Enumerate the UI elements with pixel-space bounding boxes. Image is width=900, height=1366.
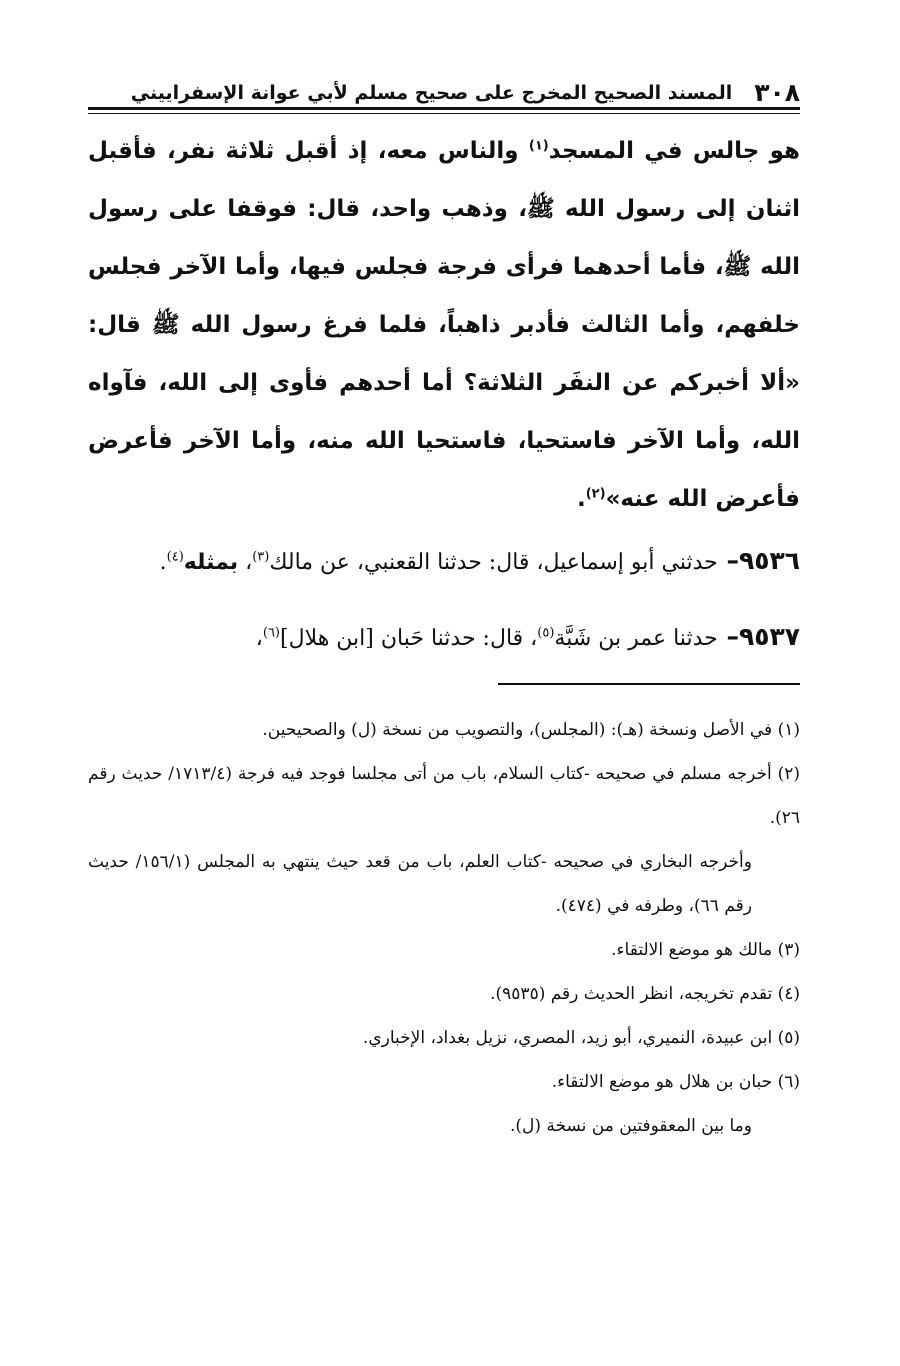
header-rule-thick xyxy=(88,107,800,110)
text-segment-bold: بمثله xyxy=(183,550,239,575)
footnote-ref-2[interactable]: (٢) xyxy=(585,486,606,502)
footnote-ref-1[interactable]: (١) xyxy=(528,138,549,154)
header-rule-thin xyxy=(88,113,800,114)
footnote-ref-4[interactable]: (٤) xyxy=(166,549,184,565)
hadith-text-continued xyxy=(88,122,800,528)
footnote-ref-5[interactable]: (٥) xyxy=(537,625,555,641)
hadith-9536 xyxy=(88,536,800,588)
footnote-4: (٤) تقدم تخريجه، انظر الحديث رقم (٩٥٣٥). xyxy=(490,984,800,1004)
hadith-number: ٩٥٣٧ xyxy=(738,622,800,651)
hadith-number: ٩٥٣٦ xyxy=(738,546,800,575)
footnote-ref-3[interactable]: (٣) xyxy=(252,549,270,565)
footnote-1: (١) في الأصل ونسخة (هـ): (المجلس)، والتصويب من نسخة (ل) والصحيحين. xyxy=(262,720,800,740)
page-number: ٣٠٨ xyxy=(754,78,800,107)
footnotes xyxy=(88,708,800,1148)
text-segment: . xyxy=(159,550,167,575)
footnote-2-continuation: وأخرجه البخاري في صحيحه -كتاب العلم، باب من قعد حيث ينتهي به المجلس (١٥٦/١/ حديث رقم ٦٦)، وطرفه في (٤٧٤). xyxy=(88,852,752,916)
text-segment: . xyxy=(576,486,586,512)
footnote-3: (٣) مالك هو موضع الالتقاء. xyxy=(611,940,800,960)
hadith-dash: – xyxy=(717,546,739,575)
footnote-ref-6[interactable]: (٦) xyxy=(262,625,280,641)
hadith-9537 xyxy=(88,612,800,664)
text-segment: ، قال: حدثنا حَبان [ابن هلال] xyxy=(280,626,538,651)
text-segment: حدثني أبو إسماعيل، قال: حدثنا القعنبي، عن مالك xyxy=(269,550,718,575)
text-segment: هو جالس في المسجد xyxy=(548,138,800,164)
footnote-6: (٦) حبان بن هلال هو موضع الالتقاء. xyxy=(551,1072,800,1092)
main-text xyxy=(88,122,800,664)
page-header xyxy=(88,72,800,108)
footnote-6-continuation: وما بين المعقوفتين من نسخة (ل). xyxy=(509,1116,752,1136)
footnote-2: (٢) أخرجه مسلم في صحيحه -كتاب السلام، باب من أتى مجلسا فوجد فيه فرجة (١٧١٣/٤/ حديث رقم ٢٦). xyxy=(88,764,800,828)
text-segment: حدثنا عمر بن شَبَّة xyxy=(554,626,718,651)
text-segment: ، xyxy=(255,626,263,651)
running-title: المسند الصحيح المخرج على صحيح مسلم لأبي عوانة الإسفراييني xyxy=(130,82,733,104)
footnote-separator xyxy=(498,683,800,685)
footnote-5: (٥) ابن عبيدة، النميري، أبو زيد، المصري، نزيل بغداد، الإخباري. xyxy=(362,1028,800,1048)
text-segment: والناس معه، إذ أقبل ثلاثة نفر، فأقبل اثنان إلى رسول الله ﷺ، وذهب واحد، قال: فوقفا على رسول الله ﷺ، فأما أحدهما فرأى فرجة فجلس فيها، وأما الآخر فجلس خلفهم، وأما الثالث فأدبر ذاهباً، فلما فرغ رسول الله ﷺ قال: «ألا أخبركم عن النفَر الثلاثة؟ أما أحدهم فأوى إلى الله، فآواه الله، وأما الآخر فاستحيا، فاستحيا الله منه، وأما الآخر فأعرض فأعرض الله عنه» xyxy=(88,138,800,512)
hadith-dash: – xyxy=(717,622,739,651)
text-segment: ، xyxy=(238,550,253,575)
